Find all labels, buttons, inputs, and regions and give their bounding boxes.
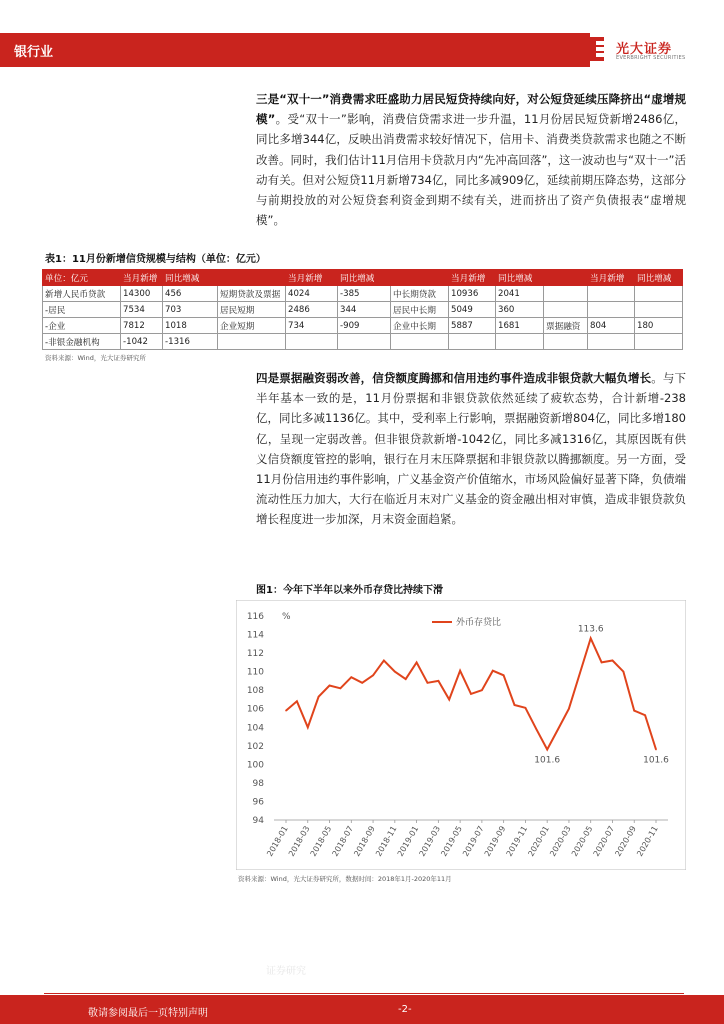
table-cell [496, 334, 544, 350]
data-point [307, 726, 309, 728]
table-cell: 7534 [121, 302, 163, 318]
data-point [470, 693, 472, 695]
data-point [438, 680, 440, 682]
table-cell: 同比增减 [338, 270, 391, 286]
data-point [383, 660, 385, 662]
figure-source: 资料来源：Wind，光大证券研究所，数据时间：2018年1月-2020年11月 [238, 875, 452, 883]
y-tick-label: 98 [252, 778, 264, 789]
table-cell [635, 302, 683, 318]
x-tick-label: 2020-05 [569, 824, 595, 858]
table-row [43, 286, 683, 302]
data-point [372, 675, 374, 677]
x-tick-label: 2018-01 [265, 824, 290, 858]
data-point [448, 699, 450, 701]
data-point [612, 660, 614, 662]
data-point [492, 670, 494, 672]
page-number: -2- [398, 1004, 412, 1015]
y-tick-label: 114 [246, 630, 264, 641]
table-cell: 7812 [121, 318, 163, 334]
table-cell: 2486 [286, 302, 338, 318]
x-tick-label: 2020-11 [635, 824, 660, 858]
y-tick-label: 104 [246, 723, 264, 734]
y-tick-label: 110 [246, 667, 264, 678]
data-point [546, 749, 548, 751]
table-cell [588, 334, 635, 350]
data-point [535, 728, 537, 730]
logo-subtext: EVERBRIGHT SECURITIES [616, 55, 686, 61]
y-tick-label: 96 [252, 797, 264, 808]
table-cell [588, 286, 635, 302]
table-cell [544, 270, 588, 286]
table-cell: 2041 [496, 286, 544, 302]
table-cell: 1681 [496, 318, 544, 334]
table-row [43, 318, 683, 334]
x-tick-label: 2019-05 [439, 824, 464, 858]
legend-label: 外币存贷比 [456, 618, 502, 628]
data-point [514, 704, 516, 706]
footer-divider [44, 993, 684, 994]
table-cell: -1316 [163, 334, 218, 350]
footer-disclaimer: 敬请参阅最后一页特别声明 [88, 1008, 208, 1019]
table-cell: 当月新增 [286, 270, 338, 286]
y-tick-label: 106 [246, 704, 264, 715]
table-row [43, 302, 683, 318]
y-tick-label: 94 [252, 816, 264, 826]
x-tick-label: 2020-09 [613, 824, 638, 858]
table-cell: 新增人民币贷款 [43, 286, 121, 302]
table-cell: -居民 [43, 302, 121, 318]
table-cell: 同比增减 [163, 270, 218, 286]
logo-text: 光大证券 [616, 42, 673, 57]
data-point [644, 714, 646, 716]
table-cell: 当月新增 [121, 270, 163, 286]
data-point [481, 689, 483, 691]
table-cell: 当月新增 [588, 270, 635, 286]
x-tick-label: 2019-09 [482, 824, 508, 858]
footer-bar [0, 995, 724, 1024]
data-point [579, 673, 581, 675]
table-cell: 360 [496, 302, 544, 318]
data-point [296, 701, 298, 703]
table-cell [391, 270, 449, 286]
table-cell: 5887 [449, 318, 496, 334]
data-label: 101.6 [534, 755, 561, 766]
x-tick-label: 2020-03 [548, 824, 573, 858]
line-chart [236, 600, 686, 870]
data-point [416, 662, 418, 664]
table-cell [338, 334, 391, 350]
data-point [427, 682, 429, 684]
table-cell: 734 [286, 318, 338, 334]
table-cell: -385 [338, 286, 391, 302]
table-cell [286, 334, 338, 350]
data-point [590, 637, 592, 639]
table-cell [544, 286, 588, 302]
table-cell: 804 [588, 318, 635, 334]
x-tick-label: 2019-07 [461, 824, 486, 858]
data-point [459, 670, 461, 672]
data-point [525, 707, 527, 709]
figure-title: 图1：今年下半年以来外币存贷比持续下滑 [256, 585, 443, 596]
table-cell: 4024 [286, 286, 338, 302]
data-point [601, 662, 603, 664]
table-cell: 703 [163, 302, 218, 318]
table-cell: 中长期贷款 [391, 286, 449, 302]
table-cell [544, 334, 588, 350]
data-point [557, 728, 559, 730]
paragraph-consumer-loans [256, 89, 686, 230]
table-cell [635, 334, 683, 350]
data-point [405, 678, 407, 680]
loan-table [42, 269, 682, 350]
table-cell: 180 [635, 318, 683, 334]
data-point [394, 671, 396, 673]
x-tick-label: 2018-09 [352, 824, 377, 858]
table-cell: 企业短期 [218, 318, 286, 334]
table-cell: 单位：亿元 [43, 270, 121, 286]
table-cell: 企业中长期 [391, 318, 449, 334]
table-cell [391, 334, 449, 350]
x-tick-label: 2018-07 [330, 824, 356, 858]
table-cell: -企业 [43, 318, 121, 334]
y-tick-label: 116 [246, 612, 264, 622]
data-point [655, 749, 657, 751]
table-cell: 居民短期 [218, 302, 286, 318]
table-cell: 14300 [121, 286, 163, 302]
paragraph-lead: 四是票据融资弱改善，信贷额度腾挪和信用违约事件造成非银贷款大幅负增长 [256, 371, 652, 385]
paragraph-body: 。受“双十一”影响，消费信贷需求进一步升温，11月份居民短贷新增2486亿，同比多增344亿，反映出消费需求较好情况下，信用卡、消费类贷款需求也随之不断改善。同时，我们估计11月信用卡贷款月内“先冲高回落”，这一波动也与“双十一”活动有关。但对公短贷11月新增734亿，同比多减909亿，延续前期压降态势，这部分与前期投放的对公短贷套利资金到期不续有关，进而挤出了资产负债报表“虚增规模”。 [256, 112, 687, 228]
data-point [503, 675, 505, 677]
x-tick-label: 2018-05 [308, 824, 334, 858]
data-point [329, 685, 331, 687]
x-tick-label: 2020-01 [526, 824, 551, 858]
header-bar [0, 33, 590, 67]
logo-icon [590, 37, 610, 61]
x-tick-label: 2018-03 [286, 824, 312, 858]
section-label: 银行业 [14, 45, 54, 60]
table-cell [544, 302, 588, 318]
data-point [633, 710, 635, 712]
data-point [350, 676, 352, 678]
table-cell: 短期贷款及票据 [218, 286, 286, 302]
x-tick-label: 2020-07 [591, 824, 617, 858]
table-cell: 同比增减 [496, 270, 544, 286]
table-cell: -1042 [121, 334, 163, 350]
data-point [318, 696, 320, 698]
x-tick-label: 2019-11 [504, 824, 530, 858]
table-cell [449, 334, 496, 350]
table-cell [588, 302, 635, 318]
y-tick-label: 108 [246, 686, 264, 697]
data-point [623, 671, 625, 673]
table-title: 表1：11月份新增信贷规模与结构（单位：亿元） [45, 254, 266, 265]
table-cell: 同比增减 [635, 270, 683, 286]
x-tick-label: 2018-11 [374, 824, 399, 858]
table-cell: -909 [338, 318, 391, 334]
paragraph-bills-nonbank [256, 368, 686, 530]
y-tick-label: 102 [246, 741, 264, 752]
data-label: 101.6 [643, 755, 669, 766]
table-cell: 当月新增 [449, 270, 496, 286]
x-tick-label: 2019-01 [395, 824, 421, 858]
data-point [340, 688, 342, 690]
x-tick-label: 2019-03 [417, 824, 443, 858]
data-point [361, 682, 363, 684]
data-point [568, 708, 570, 710]
y-axis-label: % [282, 612, 291, 622]
data-label: 113.6 [577, 624, 604, 635]
table-header-row [43, 270, 683, 286]
table-cell: 10936 [449, 286, 496, 302]
table-cell [635, 286, 683, 302]
table-row [43, 334, 683, 350]
table-source: 资料来源：Wind，光大证券研究所 [45, 354, 146, 362]
y-tick-label: 112 [246, 649, 264, 660]
brand-logo [588, 35, 708, 67]
paragraph-lead: 三是“双十一”消费需求旺盛助力居民短贷持续向好，对公短贷延续压降挤出“虚增规模” [256, 92, 686, 127]
table-cell: 居民中长期 [391, 302, 449, 318]
table-cell [218, 270, 286, 286]
table-cell: 票据融资 [544, 318, 588, 334]
y-tick-label: 100 [246, 760, 264, 771]
table-cell: -非银金融机构 [43, 334, 121, 350]
table-cell: 456 [163, 286, 218, 302]
watermark-text: 证券研究 [266, 966, 306, 977]
table-cell: 344 [338, 302, 391, 318]
table-cell: 5049 [449, 302, 496, 318]
data-point [285, 710, 287, 712]
table-cell: 1018 [163, 318, 218, 334]
paragraph-body: 。与下半年基本一致的是，11月份票据和非银贷款依然延续了疲软态势，合计新增-238亿，同比多减1136亿。其中，受利率上行影响，票据融资新增804亿，同比多增180亿，呈现一定弱改善。但非银贷款新增-1042亿，同比多减1316亿，其原因既有供义信贷额度管控的影响，银行在月末压降票据和非银贷款以腾挪额度。另一方面，受11月份信用违约事件影响，广义基金资产价值缩水，市场风险偏好显著下降，负债端流动性压力加大，大行在临近月末对广义基金的资金融出相对审慎，造成非银贷款负增长程度进一步加深，月末资金面趋紧。 [256, 371, 686, 527]
table-cell [218, 334, 286, 350]
